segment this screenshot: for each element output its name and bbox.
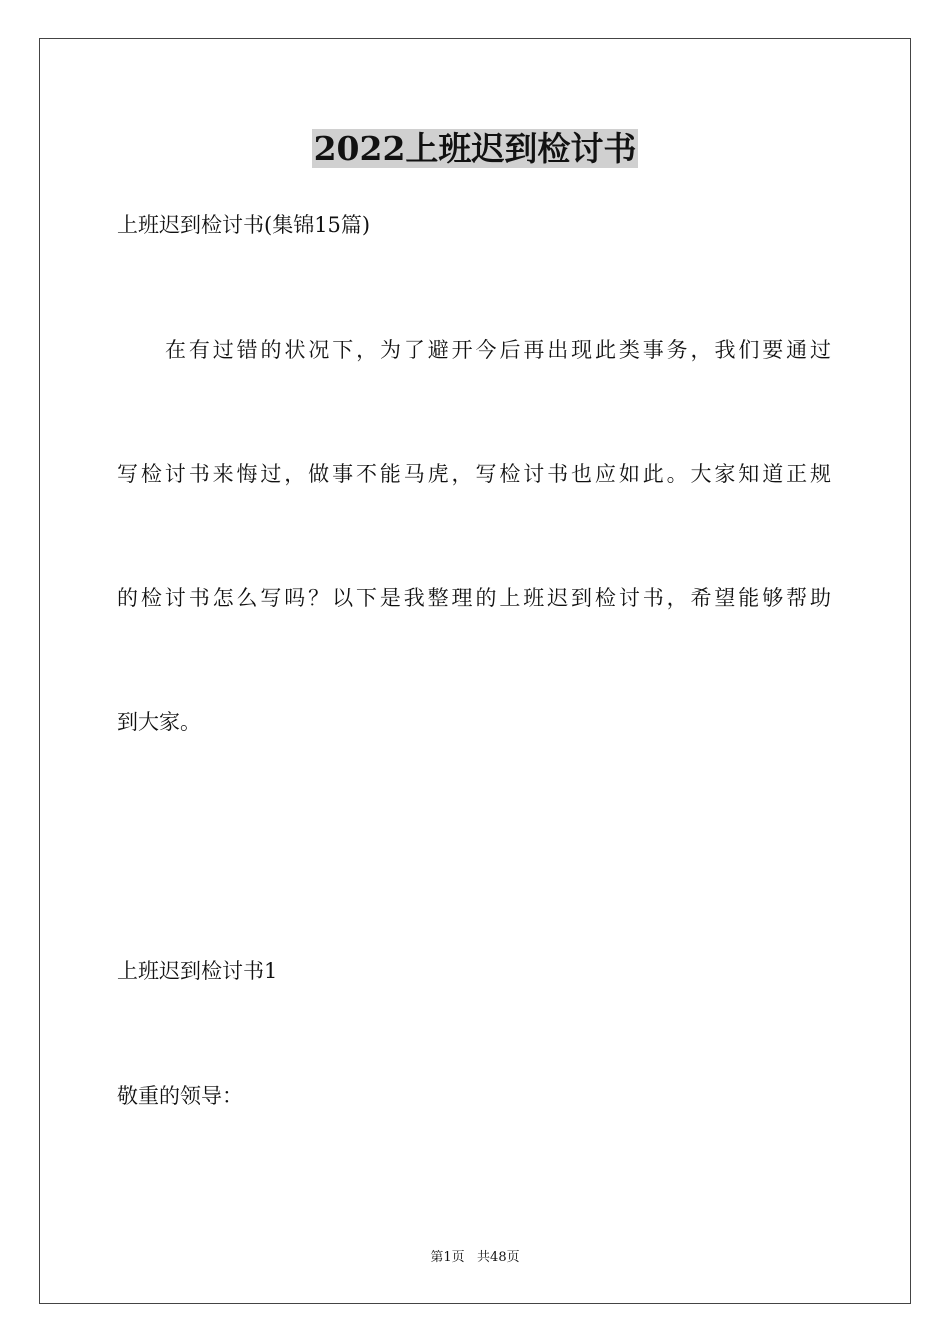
document-title bbox=[0, 128, 950, 170]
page-footer: 第1页 共48页 bbox=[430, 1250, 520, 1265]
intro-line-3: 的检讨书怎么写吗？以下是我整理的上班迟到检讨书，希望能够帮助 bbox=[117, 586, 831, 610]
salutation: 敬重的领导： bbox=[117, 1084, 243, 1108]
intro-line-1: 在有过错的状况下，为了避开今后再出现此类事务，我们要通过 bbox=[165, 338, 831, 362]
intro-line-2: 写检讨书来悔过，做事不能马虎，写检讨书也应如此。大家知道正规 bbox=[117, 462, 831, 486]
document-subtitle: 上班迟到检讨书(集锦15篇) bbox=[117, 213, 371, 237]
intro-line-4: 到大家。 bbox=[117, 710, 201, 734]
section-heading: 上班迟到检讨书1 bbox=[117, 959, 278, 983]
document-title-text: 2022上班迟到检讨书 bbox=[313, 129, 637, 168]
